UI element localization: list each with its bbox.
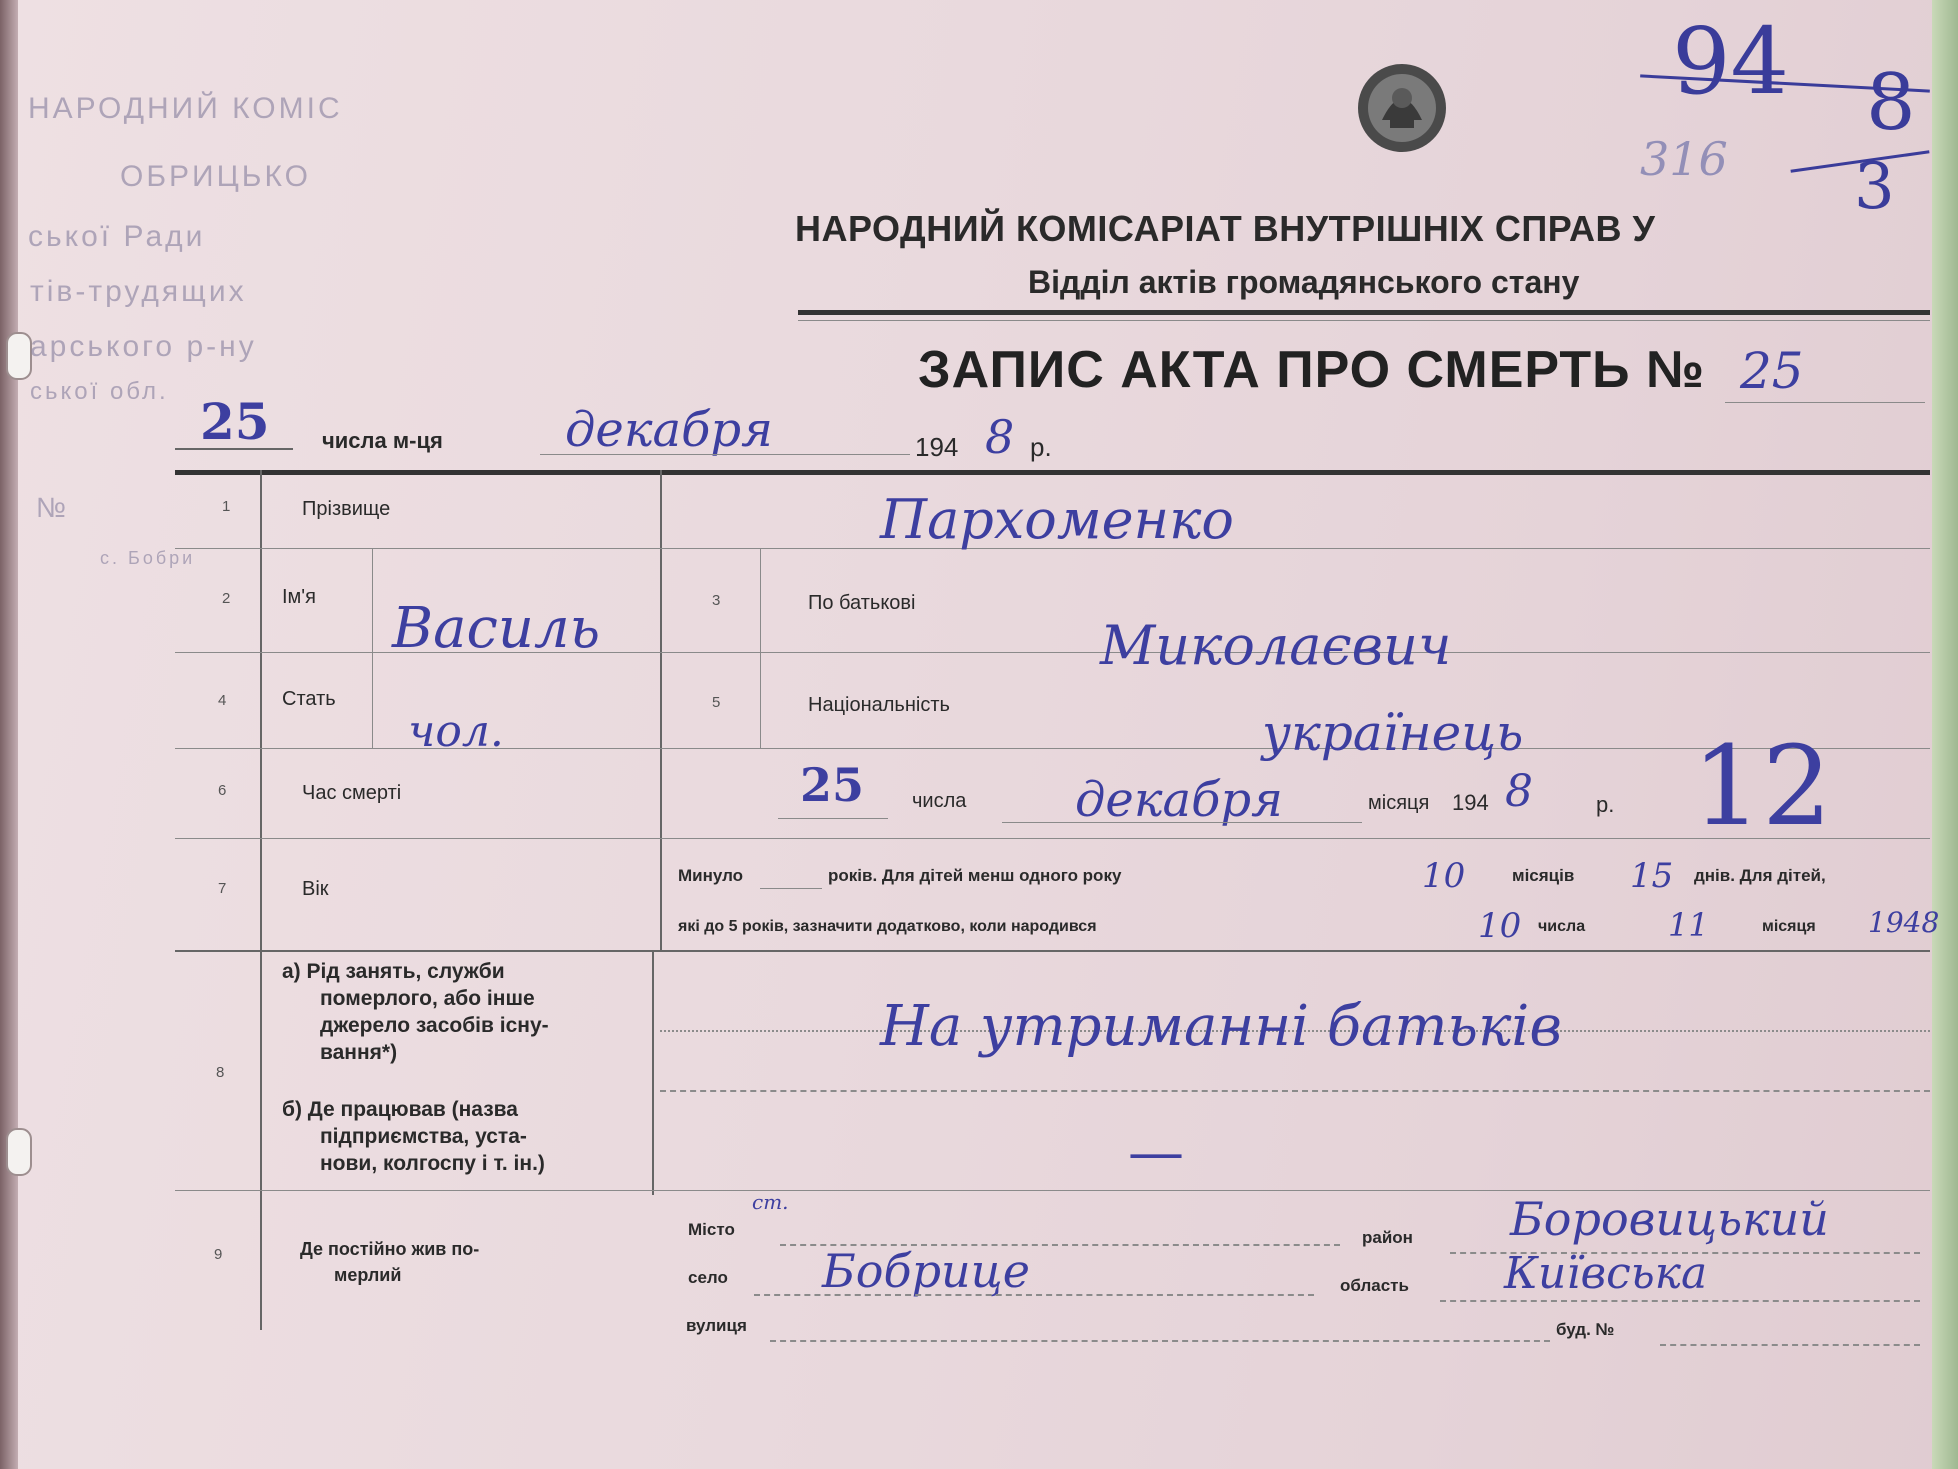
archive-sheet-number: 94 [1672, 8, 1790, 115]
city-mark: ст. [752, 1190, 789, 1214]
stamp-line-1: НАРОДНИЙ КОМІС [28, 92, 343, 125]
registration-month: декабря [565, 402, 773, 458]
archive-fond-mark: 316 [1640, 132, 1728, 186]
table-top-border [175, 470, 1930, 475]
sex-value: чол. [408, 706, 504, 757]
registration-year-digit: 8 [985, 410, 1015, 464]
department-title: Відділ актів громадянського стану [1028, 264, 1580, 300]
first-name-value: Василь [392, 596, 601, 661]
age-line2-c: місяця [1762, 918, 1816, 935]
death-day: 25 [800, 758, 865, 812]
house-line [1660, 1344, 1920, 1346]
death-year-digit: 8 [1505, 766, 1533, 817]
street-label: вулиця [686, 1316, 747, 1335]
occupation-value-b: — [1128, 1120, 1184, 1185]
death-time-label: Час смерті [302, 782, 402, 804]
col-label-right-lower [652, 950, 654, 1195]
death-month-label: місяця [1368, 792, 1430, 814]
death-side-number: 12 [1692, 722, 1832, 850]
residence-number: 9 [214, 1246, 223, 1263]
region-line [1440, 1300, 1920, 1302]
row-sep-4 [175, 838, 1930, 839]
surname-number: 1 [222, 498, 231, 515]
death-day-label: числа [912, 790, 967, 812]
registration-month-line [540, 454, 910, 455]
nationality-label: Національність [808, 694, 950, 716]
col-label-left [260, 470, 262, 1330]
death-month-line [1002, 822, 1362, 823]
header-divider [798, 310, 1930, 315]
registration-day: 25 [200, 392, 270, 451]
archive-fraction-bottom: 3 [1854, 150, 1895, 224]
registration-year-prefix: 194 [915, 432, 959, 462]
sex-number: 4 [218, 692, 227, 709]
age-line2-b: числа [1538, 918, 1586, 935]
street-line [770, 1340, 1550, 1342]
occupation-number: 8 [216, 1064, 225, 1081]
col-patronymic-label [760, 548, 761, 748]
nationality-number: 5 [712, 694, 721, 711]
death-time-number: 6 [218, 782, 227, 799]
age-line1-c: місяців [1512, 866, 1575, 885]
age-label: Вік [302, 878, 329, 900]
village-label: село [688, 1268, 728, 1287]
first-name-number: 2 [222, 590, 231, 607]
occupation-label-b-2: підприємства, уста- [320, 1125, 527, 1148]
age-months: 10 [1422, 856, 1466, 896]
death-year-prefix: 194 [1452, 790, 1489, 815]
record-number-line [1725, 402, 1925, 403]
sex-label: Стать [282, 688, 336, 710]
age-birth-month: 11 [1668, 906, 1709, 944]
age-line1-d: днів. Для дітей, [1694, 866, 1826, 885]
death-day-line [778, 818, 888, 819]
occupation-value-a: На утриманні батьків [880, 994, 1562, 1059]
patronymic-value: Миколаєвич [1100, 614, 1452, 677]
col-name-value [372, 548, 373, 748]
death-month: декабря [1075, 772, 1283, 828]
binding-edge [0, 0, 18, 1469]
age-birth-year: 1948 [1868, 906, 1940, 939]
row-sep-5 [175, 950, 1930, 952]
row-sep-6 [175, 1190, 1930, 1191]
stamp-line-5: арського р-ну [30, 330, 257, 363]
age-line1-b: років. Для дітей менш одного року [828, 866, 1122, 885]
region-label: область [1340, 1276, 1409, 1295]
age-years-line [760, 888, 822, 889]
stamp-place: с. Бобри [100, 548, 196, 568]
house-label: буд. № [1556, 1320, 1615, 1339]
occupation-label-b-1: б) Де працював (назва [282, 1098, 518, 1121]
age-birth-day: 10 [1478, 906, 1522, 946]
district-value: Боровицький [1510, 1192, 1829, 1246]
village-line [754, 1294, 1314, 1296]
coat-of-arms-emblem [1352, 58, 1452, 158]
registration-day-line [175, 448, 293, 450]
stamp-line-3: ської Ради [28, 220, 206, 253]
occupation-mid-line [660, 1090, 1930, 1092]
first-name-label: Ім'я [282, 586, 316, 608]
village-value: Бобрице [822, 1244, 1030, 1298]
district-label: район [1362, 1228, 1413, 1247]
binder-ring-bottom [6, 1128, 32, 1176]
residence-label-2: мерлий [334, 1265, 402, 1285]
record-number: 25 [1740, 342, 1804, 400]
occupation-label-a-4: вання*) [320, 1041, 398, 1064]
document-title: ЗАПИС АКТА ПРО СМЕРТЬ № [918, 341, 1705, 399]
residence-label-1: Де постійно жив по- [300, 1239, 480, 1259]
stamp-line-4: тів-трудящих [30, 275, 247, 308]
stamp-number: № [36, 492, 70, 523]
nationality-value: українець [1262, 704, 1524, 762]
region-value: Київська [1504, 1248, 1708, 1299]
binder-ring-top [6, 332, 32, 380]
city-label: Місто [688, 1220, 735, 1239]
age-days: 15 [1630, 856, 1674, 896]
age-line2-a: які до 5 років, зазначити додатково, коли народився [678, 918, 1097, 935]
occupation-label-a [282, 958, 549, 1066]
registration-day-label: числа м-ця [322, 428, 443, 453]
occupation-label-b-3: нови, колгоспу і т. ін.) [320, 1152, 545, 1175]
col-label-right [660, 470, 662, 950]
age-line1-a: Минуло [678, 866, 744, 885]
age-number: 7 [218, 880, 227, 897]
stamp-line-2: ОБРИЦЬКО [120, 160, 311, 193]
patronymic-number: 3 [712, 592, 721, 609]
header-divider-thin [798, 320, 1930, 321]
background-edge [1932, 0, 1958, 1469]
surname-label: Прізвище [302, 498, 391, 520]
ministry-title: НАРОДНИЙ КОМІСАРІАТ ВНУТРІШНІХ СПРАВ У [795, 208, 1656, 249]
stamp-line-6: ської обл. [30, 378, 169, 405]
registration-year-suffix: р. [1030, 432, 1052, 462]
archive-fraction-top: 8 [1866, 58, 1916, 148]
occupation-label-a-1: а) Рід занять, служби [282, 960, 505, 983]
death-year-suffix: р. [1596, 792, 1615, 817]
patronymic-label: По батькові [808, 592, 916, 614]
occupation-label-a-2: померлого, або інше [320, 987, 535, 1010]
occupation-label-a-3: джерело засобів існу- [320, 1014, 549, 1037]
occupation-label-b [282, 1096, 545, 1177]
residence-label [300, 1236, 479, 1288]
surname-value: Пархоменко [880, 488, 1234, 551]
